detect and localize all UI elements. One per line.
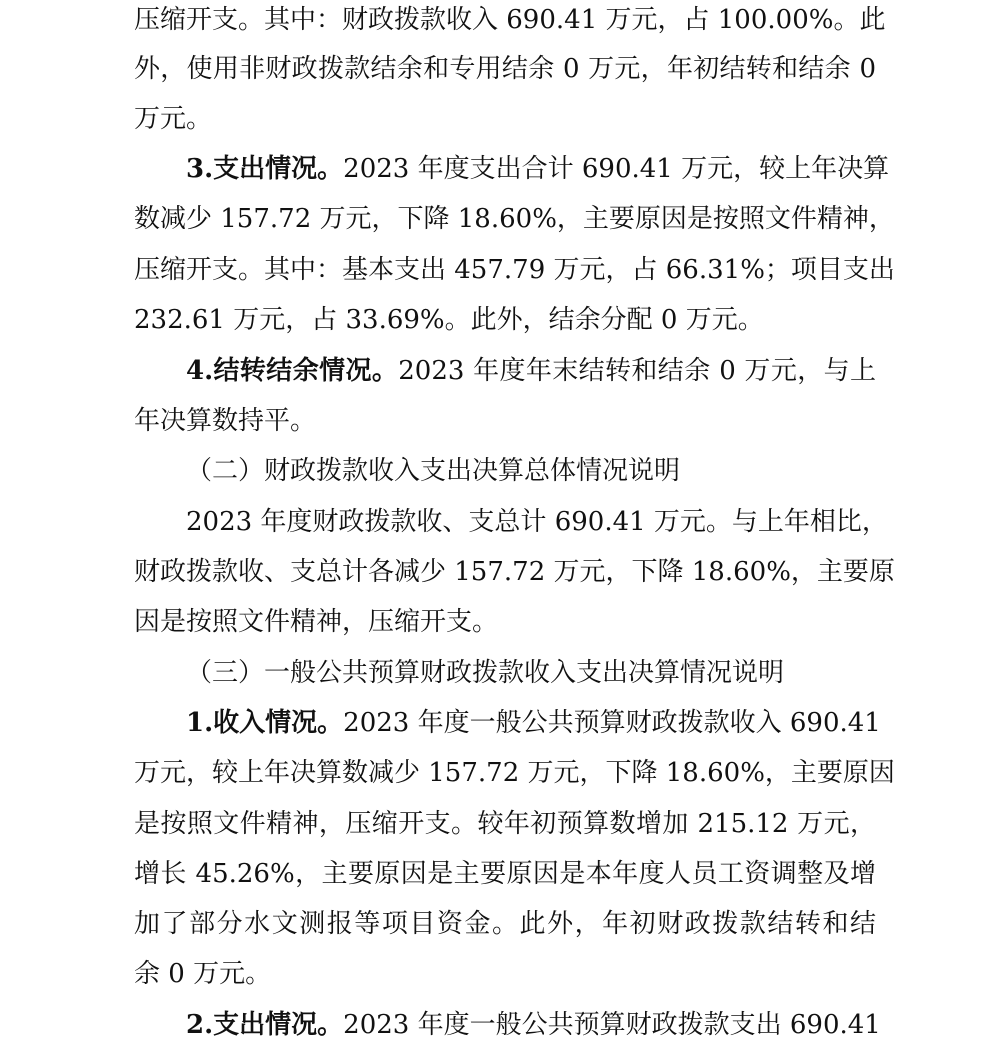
section-heading <box>186 451 876 491</box>
line-text: 2023 年度一般公共预算财政拨款支出 690.41 <box>343 1010 881 1040</box>
text-line <box>134 552 895 592</box>
line-text: 余 0 万元。 <box>134 959 272 989</box>
section-label: 4.结转结余情况。 <box>186 356 399 386</box>
text-line <box>134 300 876 340</box>
text-line <box>134 602 876 642</box>
line-text: 2023 年度年末结转和结余 0 万元，与上 <box>398 356 876 386</box>
line-text: 外，使用非财政拨款结余和专用结余 0 万元，年初结转和结余 0 <box>134 54 876 84</box>
text-line <box>134 904 876 944</box>
line-text: 压缩开支。其中：财政拨款收入 690.41 万元，占 100.00%。此 <box>134 5 886 35</box>
line-text: 因是按照文件精神，压缩开支。 <box>134 607 499 637</box>
line-text: 年决算数持平。 <box>134 406 317 436</box>
section-heading <box>186 653 876 693</box>
text-line <box>134 753 895 793</box>
text-line <box>134 99 876 139</box>
paragraph-first-line <box>186 703 881 743</box>
line-text: 加了部分水文测报等项目资金。此外，年初财政拨款结转和结 <box>134 909 876 939</box>
line-text: 增长 45.26%，主要原因是主要原因是本年度人员工资调整及增 <box>134 859 876 889</box>
text-line <box>134 0 886 40</box>
heading-text: （二）财政拨款收入支出决算总体情况说明 <box>186 456 681 486</box>
paragraph-first-line <box>186 502 888 542</box>
text-line <box>134 804 876 844</box>
line-text: 2023 年度支出合计 690.41 万元，较上年决算 <box>343 154 890 184</box>
line-text: 数减少 157.72 万元，下降 18.60%，主要原因是按照文件精神， <box>134 204 895 234</box>
text-line <box>134 250 895 290</box>
text-line <box>134 49 876 89</box>
paragraph-first-line <box>186 1005 881 1045</box>
heading-text: （三）一般公共预算财政拨款收入支出决算情况说明 <box>186 658 785 688</box>
line-text: 2023 年度一般公共预算财政拨款收入 690.41 <box>343 708 881 738</box>
paragraph-first-line <box>186 149 890 189</box>
text-line <box>134 401 876 441</box>
text-line <box>134 854 876 894</box>
line-text: 压缩开支。其中：基本支出 457.79 万元，占 66.31%；项目支出 <box>134 255 895 285</box>
line-text: 万元。 <box>134 104 213 134</box>
section-label: 2.支出情况。 <box>186 1010 344 1040</box>
paragraph-first-line <box>186 351 876 391</box>
text-line <box>134 954 876 994</box>
line-text: 232.61 万元，占 33.69%。此外，结余分配 0 万元。 <box>134 305 764 335</box>
line-text: 财政拨款收、支总计各减少 157.72 万元，下降 18.60%，主要原 <box>134 557 895 587</box>
line-text: 2023 年度财政拨款收、支总计 690.41 万元。与上年相比， <box>186 507 888 537</box>
line-text: 万元，较上年决算数减少 157.72 万元，下降 18.60%，主要原因 <box>134 758 895 788</box>
section-label: 3.支出情况。 <box>186 154 344 184</box>
line-text: 是按照文件精神，压缩开支。较年初预算数增加 215.12 万元， <box>134 809 876 839</box>
text-line <box>134 199 895 239</box>
section-label: 1.收入情况。 <box>186 708 344 738</box>
